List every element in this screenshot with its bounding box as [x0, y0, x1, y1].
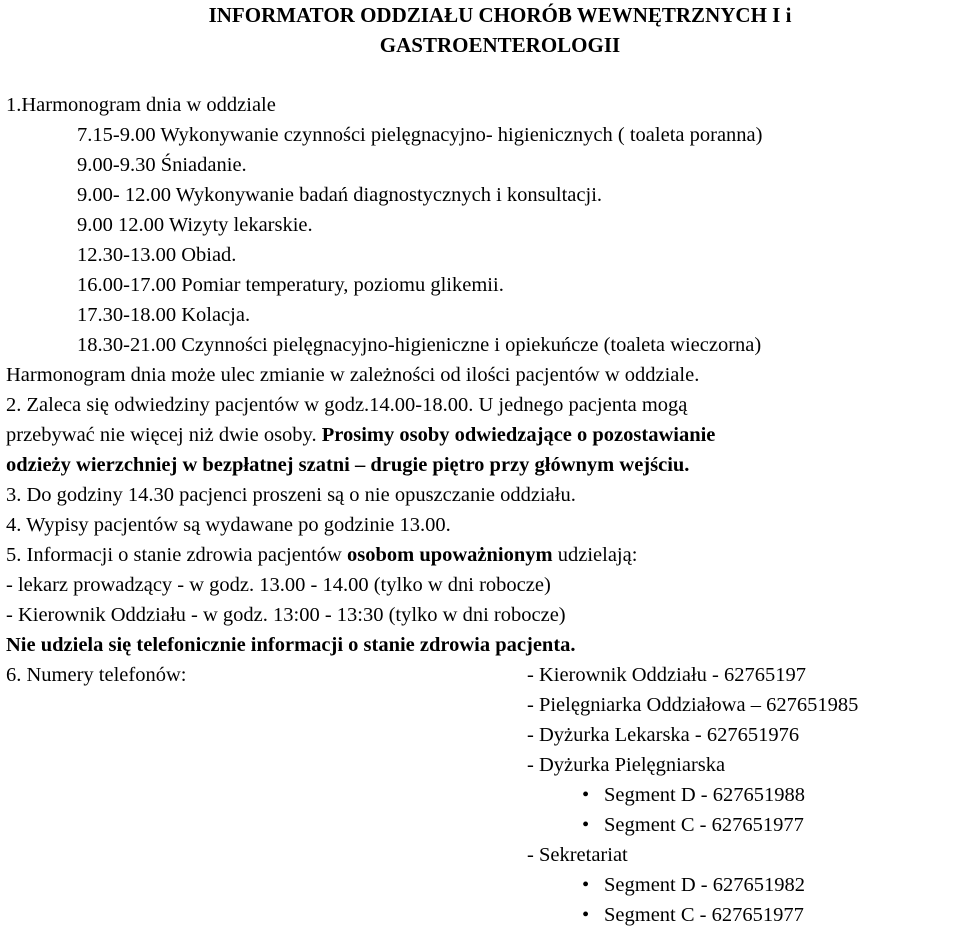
bullet-icon: •	[582, 904, 590, 926]
phone-entry: - Pielęgniarka Oddziałowa – 627651985	[527, 694, 859, 716]
head-hours: - Kierownik Oddziału - w godz. 13:00 - 13:30 (tylko w dni robocze)	[6, 604, 566, 626]
segment-text: Segment D - 627651988	[604, 784, 805, 806]
segment-item	[582, 900, 804, 930]
document-title	[0, 0, 960, 60]
discharge-rule: 4. Wypisy pacjentów są wydawane po godzinie 13.00.	[6, 514, 451, 536]
schedule-item: 9.00 12.00 Wizyty lekarskie.	[77, 214, 313, 236]
secretariat-entry: - Sekretariat	[527, 844, 628, 866]
phones-label: 6. Numery telefonów:	[6, 664, 187, 686]
segment-text: Segment C - 627651977	[604, 904, 804, 926]
phone-entry: - Dyżurka Pielęgniarska	[527, 754, 726, 776]
segment-item	[582, 780, 805, 810]
title-line-1: INFORMATOR ODDZIAŁU CHORÓB WEWNĘTRZNYCH I i	[208, 3, 792, 27]
no-phone-info: Nie udziela się telefonicznie informacji o stanie zdrowia pacjenta.	[6, 634, 576, 656]
bullet-icon: •	[582, 874, 590, 896]
schedule-item: 18.30-21.00 Czynności pielęgnacyjno-higieniczne i opiekuńcze (toaleta wieczorna)	[77, 334, 762, 356]
coat-notice-cont: odzieży wierzchniej w bezpłatnej szatni – drugie piętro przy głównym wejściu.	[6, 454, 690, 476]
bullet-icon: •	[582, 814, 590, 836]
bullet-icon: •	[582, 784, 590, 806]
health-info-pre: 5. Informacji o stanie zdrowia pacjentów	[6, 544, 347, 566]
doctor-hours: - lekarz prowadzący - w godz. 13.00 - 14.00 (tylko w dni robocze)	[6, 574, 551, 596]
schedule-item: 9.00-9.30 Śniadanie.	[77, 154, 247, 176]
title-line-2: GASTROENTEROLOGII	[379, 33, 621, 57]
health-info-rule	[6, 540, 637, 570]
health-info-bold: osobom upoważnionym	[346, 544, 553, 566]
schedule-item: 16.00-17.00 Pomiar temperatury, poziomu glikemii.	[77, 274, 504, 296]
schedule-item: 17.30-18.00 Kolacja.	[77, 304, 251, 326]
segment-item	[582, 810, 804, 840]
schedule-heading: 1.Harmonogram dnia w oddziale	[6, 94, 276, 116]
coat-notice: Prosimy osoby odwiedzające o pozostawianie	[321, 424, 716, 446]
schedule-note: Harmonogram dnia może ulec zmianie w zależności od ilości pacjentów w oddziale.	[6, 364, 700, 386]
leave-rule: 3. Do godziny 14.30 pacjenci proszeni są o nie opuszczanie oddziału.	[6, 484, 576, 506]
phone-entry: - Kierownik Oddziału - 62765197	[527, 664, 806, 686]
schedule-item: 12.30-13.00 Obiad.	[77, 244, 237, 266]
visiting-limit	[6, 420, 715, 450]
visiting-hours: 2. Zaleca się odwiedziny pacjentów w godz.14.00-18.00. U jednego pacjenta mogą	[6, 394, 688, 416]
segment-text: Segment C - 627651977	[604, 814, 804, 836]
schedule-item: 9.00- 12.00 Wykonywanie badań diagnostycznych i konsultacji.	[77, 184, 603, 206]
phone-entry: - Dyżurka Lekarska - 627651976	[527, 724, 800, 746]
health-info-post: udzielają:	[552, 544, 638, 566]
segment-text: Segment D - 627651982	[604, 874, 805, 896]
visiting-limit-text: przebywać nie więcej niż dwie osoby.	[6, 424, 322, 446]
schedule-item: 7.15-9.00 Wykonywanie czynności pielęgnacyjno- higienicznych ( toaleta poranna)	[77, 124, 763, 146]
segment-item	[582, 870, 805, 900]
